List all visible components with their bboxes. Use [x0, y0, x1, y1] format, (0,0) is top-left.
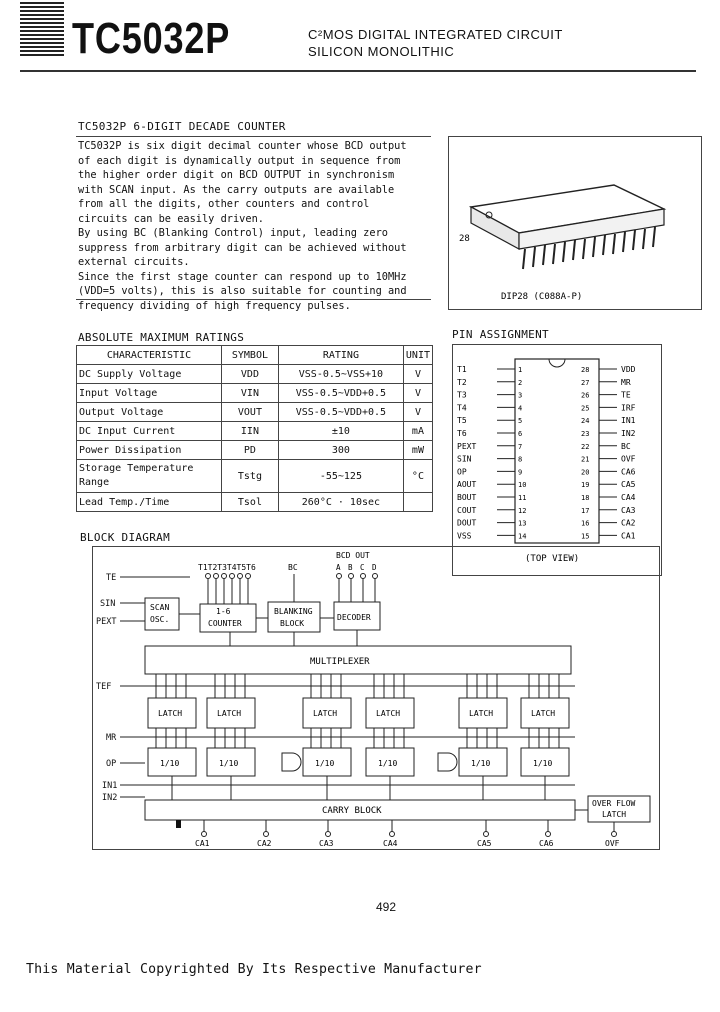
carry-output-terminal — [326, 832, 331, 837]
pin-number-left: 1 — [518, 366, 523, 374]
scan-osc-label-2: OSC. — [150, 615, 170, 624]
pin-name-right: VDD — [621, 365, 636, 374]
description-line: suppress from arbitrary digit can be achieved without — [78, 241, 407, 254]
cell-symbol: VOUT — [221, 403, 278, 422]
pin-name-left: PEXT — [457, 441, 477, 451]
description-line: of each digit is dynamically output in sequence from — [78, 154, 401, 167]
pin-number-left: 12 — [518, 506, 527, 515]
and-gate — [438, 753, 457, 771]
overflow-label-2: LATCH — [602, 810, 627, 819]
cell-rating: VSS-0.5~VDD+0.5 — [278, 384, 403, 403]
dip-package-drawing — [449, 137, 701, 309]
latch-label: LATCH — [158, 709, 183, 718]
input-op-label: OP — [106, 759, 117, 769]
header-unit: UNIT — [403, 346, 432, 365]
pin-name-left: DOUT — [457, 518, 477, 528]
pin-number-right: 21 — [581, 455, 590, 464]
document-subtitle — [308, 26, 563, 60]
blanking-label-2: BLOCK — [280, 619, 305, 628]
cell-symbol: IIN — [221, 422, 278, 441]
pin-name-left: SIN — [457, 454, 472, 464]
description-line: from all the digits, other counters and control — [78, 198, 370, 210]
cell-symbol: Tsol — [221, 493, 278, 512]
page-number: 492 — [376, 900, 397, 914]
carry-output-terminal — [484, 832, 489, 837]
block-diagram-title: BLOCK DIAGRAM — [80, 531, 170, 544]
cell-characteristic: Input Voltage — [77, 384, 222, 403]
input-in1-label: IN1 — [102, 781, 118, 791]
pin-name-right: IRF — [621, 403, 636, 413]
carry-output-label: CA4 — [383, 839, 398, 848]
carry-output-label: CA6 — [539, 839, 554, 848]
block-diagram-drawing — [0, 546, 720, 866]
pin-number-right: 26 — [581, 391, 590, 400]
pin-number-left: 8 — [518, 455, 523, 464]
divider-label: 1/10 — [160, 759, 180, 768]
table-row — [77, 460, 433, 493]
t-inputs-label: T1T2T3T4T5T6 — [198, 563, 256, 572]
package-illustration-box — [448, 136, 702, 310]
pin-name-left: AOUT — [457, 480, 477, 490]
pin-name-right: CA6 — [621, 467, 636, 477]
pin-name-left: BOUT — [457, 493, 477, 502]
pin-name-left: T3 — [457, 390, 467, 400]
table-row — [77, 441, 433, 460]
bcd-letter-d: D — [372, 563, 377, 572]
divider-label: 1/10 — [533, 759, 553, 768]
counter-label-2: COUNTER — [208, 619, 242, 628]
pin-number-left: 14 — [518, 532, 527, 541]
table-row — [77, 365, 433, 384]
pin-name-left: T4 — [457, 403, 467, 413]
pin-name-left: OP — [457, 467, 467, 477]
pin-number-right: 28 — [581, 366, 590, 374]
top-view-label: (TOP VIEW) — [525, 554, 580, 564]
pin-name-left: T6 — [457, 429, 467, 438]
input-in2-label: IN2 — [102, 793, 118, 803]
cell-rating: VSS-0.5~VSS+10 — [278, 365, 403, 384]
ratings-header-row — [77, 346, 433, 365]
cell-characteristic: Output Voltage — [77, 403, 222, 422]
pin-number-right: 22 — [581, 442, 590, 451]
description-line: the higher order digit on BCD OUTPUT in synchronism — [78, 169, 395, 181]
pin-number-right: 24 — [581, 417, 590, 426]
pin-number-left: 7 — [518, 442, 523, 451]
carry-output-terminal — [612, 832, 617, 837]
bcd-out-label: BCD OUT — [336, 551, 370, 560]
cell-rating: VSS-0.5~VDD+0.5 — [278, 403, 403, 422]
pin-number-right: 19 — [581, 481, 590, 490]
bcd-letter-b: B — [348, 563, 353, 572]
pin-diagram — [453, 345, 661, 575]
pin-name-right: BC — [621, 441, 631, 451]
pin-name-left: VSS — [457, 531, 472, 541]
description-line: external circuits. — [78, 256, 190, 268]
cell-symbol: Tstg — [221, 460, 278, 493]
latch-label: LATCH — [376, 709, 401, 718]
ratings-title: ABSOLUTE MAXIMUM RATINGS — [78, 331, 245, 344]
pin-number-left: 11 — [518, 494, 527, 502]
cell-symbol: VIN — [221, 384, 278, 403]
header-characteristic: CHARACTERISTIC — [77, 346, 222, 365]
subtitle-line-1: C²MOS DIGITAL INTEGRATED CIRCUIT — [308, 27, 563, 42]
input-te-label: TE — [106, 573, 117, 583]
pin-name-right: CA4 — [621, 493, 636, 502]
pin-name-right: OVF — [621, 454, 636, 464]
carry-output-terminal — [390, 832, 395, 837]
pin-name-left: COUT — [457, 505, 477, 515]
latch-label: LATCH — [531, 709, 556, 718]
pin-name-right: MR — [621, 377, 631, 387]
divider-label: 1/10 — [378, 759, 398, 768]
copyright-footer: This Material Copyrighted By Its Respective Manufacturer — [26, 962, 482, 977]
cell-rating: -55~125 — [278, 460, 403, 493]
pin-number-right: 17 — [581, 506, 590, 515]
description-line: TC5032P is six digit decimal counter whose BCD output — [78, 140, 407, 152]
description-line: circuits can be easily driven. — [78, 212, 264, 225]
cell-unit — [403, 493, 432, 512]
decoder-label: DECODER — [337, 613, 371, 622]
pin-name-right: IN2 — [621, 429, 636, 438]
pin-name-left: T5 — [457, 416, 467, 426]
section-title: TC5032P 6-DIGIT DECADE COUNTER — [78, 120, 286, 133]
carry-output-label: CA1 — [195, 839, 210, 848]
cell-characteristic: DC Input Current — [77, 422, 222, 441]
pin-number-right: 15 — [581, 532, 590, 541]
carry-block-label: CARRY BLOCK — [322, 806, 382, 816]
description-line: frequency dividing of high frequency pulses. — [78, 299, 351, 312]
latch-label: LATCH — [313, 709, 338, 718]
header-divider — [20, 70, 696, 72]
pin-name-right: CA1 — [621, 531, 636, 541]
input-mr-label: MR — [106, 733, 117, 743]
header-symbol: SYMBOL — [221, 346, 278, 365]
description-box — [76, 136, 431, 312]
toshiba-logo-bars — [20, 2, 64, 60]
pin-assignment-box — [452, 344, 662, 576]
pin-number-left: 6 — [518, 430, 523, 438]
package-label: DIP28 (C088A-P) — [501, 292, 583, 302]
pin-number-right: 16 — [581, 519, 590, 528]
cell-symbol: VDD — [221, 365, 278, 384]
pin-number-right: 23 — [581, 430, 590, 438]
divider-label: 1/10 — [315, 759, 335, 768]
cell-unit: °C — [403, 460, 432, 493]
cell-characteristic: Lead Temp./Time — [77, 493, 222, 512]
latch-label: LATCH — [469, 709, 494, 718]
subtitle-line-2: SILICON MONOLITHIC — [308, 44, 455, 59]
pin-name-right: CA2 — [621, 518, 636, 528]
bcd-letter-c: C — [360, 563, 365, 572]
cell-symbol: PD — [221, 441, 278, 460]
pin-name-left: T2 — [457, 377, 467, 387]
pin-assignment-title: PIN ASSIGNMENT — [452, 328, 549, 341]
cell-rating: 260°C · 10sec — [278, 493, 403, 512]
carry-output-terminal — [546, 832, 551, 837]
multiplexer-label: MULTIPLEXER — [310, 657, 370, 667]
cell-characteristic: Storage Temperature Range — [77, 460, 222, 493]
bc-label: BC — [288, 563, 298, 572]
pin-name-right: CA3 — [621, 505, 636, 515]
ratings-table — [76, 345, 433, 512]
pin-number-right: 27 — [581, 378, 590, 387]
description-line: Since the first stage counter can respond up to 10MHz — [78, 270, 407, 283]
cell-rating: ±10 — [278, 422, 403, 441]
carry-marker — [176, 820, 181, 828]
pin-28-marker: 28 — [459, 234, 470, 244]
latch-label: LATCH — [217, 709, 242, 718]
pin-number-left: 3 — [518, 391, 523, 400]
divider-label: 1/10 — [219, 759, 239, 768]
pin-name-right: CA5 — [621, 480, 636, 490]
carry-output-label: CA2 — [257, 839, 272, 848]
cell-characteristic: Power Dissipation — [77, 441, 222, 460]
carry-output-terminal — [264, 832, 269, 837]
description-line: with SCAN input. As the carry outputs are available — [78, 183, 395, 196]
table-row — [77, 403, 433, 422]
pin-number-right: 25 — [581, 404, 590, 413]
description-line: By using BC (Blanking Control) input, leading zero — [78, 227, 388, 239]
pin-number-right: 18 — [581, 494, 590, 502]
pin-name-left: T1 — [457, 365, 467, 374]
ic-notch — [549, 359, 565, 367]
pin-name-right: TE — [621, 390, 631, 400]
pin-number-left: 5 — [518, 417, 523, 426]
divider-label: 1/10 — [471, 759, 491, 768]
bcd-letter-a: A — [336, 563, 341, 572]
pin-number-right: 20 — [581, 468, 590, 477]
pin-name-right: IN1 — [621, 416, 636, 426]
and-gate — [282, 753, 301, 771]
scan-osc-label-1: SCAN — [150, 603, 170, 612]
header-rating: RATING — [278, 346, 403, 365]
overflow-label-1: OVER FLOW — [592, 799, 636, 808]
carry-output-terminal — [202, 832, 207, 837]
table-row — [77, 493, 433, 512]
pin-number-left: 4 — [518, 404, 523, 413]
cell-unit: mA — [403, 422, 432, 441]
input-pext-label: PEXT — [96, 617, 117, 627]
pin-number-left: 13 — [518, 519, 527, 528]
description-line: (VDD=5 volts), this is also suitable for counting and — [78, 285, 407, 297]
cell-unit: mW — [403, 441, 432, 460]
carry-output-label: CA5 — [477, 839, 492, 848]
part-number-title: TC5032P — [72, 14, 231, 63]
carry-output-label: CA3 — [319, 839, 334, 848]
pin-number-left: 10 — [518, 481, 527, 490]
blanking-label-1: BLANKING — [274, 607, 313, 616]
input-sin-label: SIN — [100, 599, 116, 609]
pin-number-left: 9 — [518, 468, 523, 477]
counter-label-1: 1-6 — [216, 607, 231, 616]
cell-rating: 300 — [278, 441, 403, 460]
cell-unit: V — [403, 365, 432, 384]
input-tef-label: TEF — [96, 682, 112, 692]
cell-unit: V — [403, 403, 432, 422]
cell-unit: V — [403, 384, 432, 403]
carry-output-label: OVF — [605, 839, 620, 848]
pin-number-left: 2 — [518, 378, 523, 387]
cell-characteristic: DC Supply Voltage — [77, 365, 222, 384]
table-row — [77, 422, 433, 441]
table-row — [77, 384, 433, 403]
